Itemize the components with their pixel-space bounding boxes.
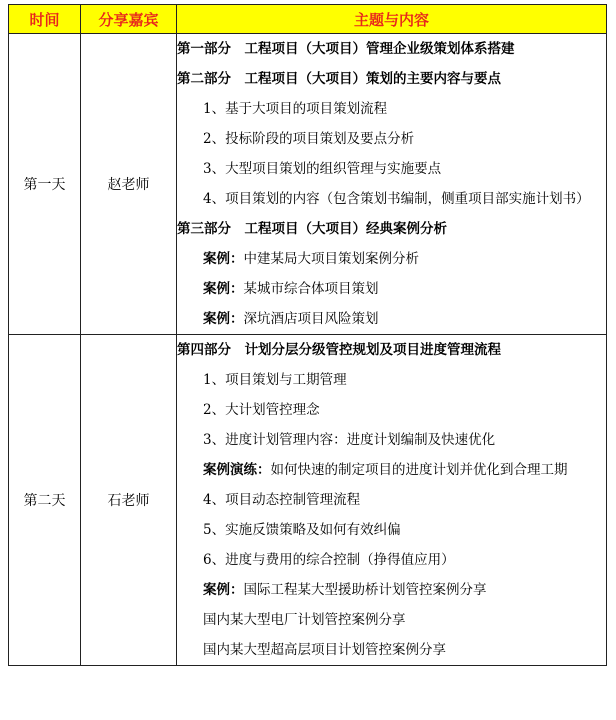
day-cell: 第一天 <box>9 34 81 335</box>
topic-item: 2、大计划管控理念 <box>203 402 320 418</box>
case-label: 案例： <box>203 281 244 297</box>
speaker-cell: 赵老师 <box>81 34 177 335</box>
day-row-2 <box>9 335 607 666</box>
case-item <box>177 274 606 304</box>
case-item: 国内某大型超高层项目计划管控案例分享 <box>203 642 446 658</box>
part-heading: 第二部分 工程项目（大项目）策划的主要内容与要点 <box>177 71 501 87</box>
topic-item: 4、项目动态控制管理流程 <box>203 492 361 508</box>
case-label: 案例： <box>203 251 244 267</box>
case-label: 案例演练： <box>203 462 271 478</box>
topic-item <box>177 184 606 214</box>
case-label: 案例： <box>203 582 244 598</box>
topic-item: 6、进度与费用的综合控制（挣得值应用） <box>203 552 455 568</box>
case-item <box>177 244 606 274</box>
part-heading: 第四部分 计划分层分级管控规划及项目进度管理流程 <box>177 342 501 358</box>
case-item <box>177 304 606 334</box>
schedule-table <box>8 4 607 666</box>
part-heading: 第三部分 工程项目（大项目）经典案例分析 <box>177 221 447 237</box>
case-item <box>177 455 606 485</box>
topic-item: 1、项目策划与工期管理 <box>203 372 347 388</box>
topic-item: 1、基于大项目的项目策划流程 <box>203 101 388 117</box>
header-row <box>9 5 607 34</box>
part-heading: 第一部分 工程项目（大项目）管理企业级策划体系搭建 <box>177 41 515 57</box>
topic-item: 5、实施反馈策略及如何有效纠偏 <box>203 522 401 538</box>
case-text: 深坑酒店项目风险策划 <box>243 311 379 327</box>
case-label: 案例： <box>203 311 244 327</box>
case-text: 如何快速的制定项目的进度计划并优化到合理工期 <box>270 462 568 478</box>
topics-cell <box>177 34 607 335</box>
header-topic: 主题与内容 <box>177 5 607 34</box>
header-speaker: 分享嘉宾 <box>81 5 177 34</box>
case-text: 国际工程某大型援助桥计划管控案例分享 <box>243 582 487 598</box>
day-cell: 第二天 <box>9 335 81 666</box>
case-text: 中建某局大项目策划案例分析 <box>243 251 419 267</box>
topics-cell <box>177 335 607 666</box>
topic-item: 2、投标阶段的项目策划及要点分析 <box>203 131 415 147</box>
topic-item: 3、进度计划管理内容：进度计划编制及快速优化 <box>203 432 496 448</box>
topic-item-text: 4、项目策划的内容（包含策划书编制，侧重项目部实施计划书） <box>203 191 590 207</box>
case-text: 某城市综合体项目策划 <box>243 281 379 297</box>
case-item <box>177 575 606 605</box>
case-item: 国内某大型电厂计划管控案例分享 <box>203 612 406 628</box>
speaker-cell: 石老师 <box>81 335 177 666</box>
day-row-1 <box>9 34 607 335</box>
topic-item: 3、大型项目策划的组织管理与实施要点 <box>203 161 442 177</box>
header-time: 时间 <box>9 5 81 34</box>
